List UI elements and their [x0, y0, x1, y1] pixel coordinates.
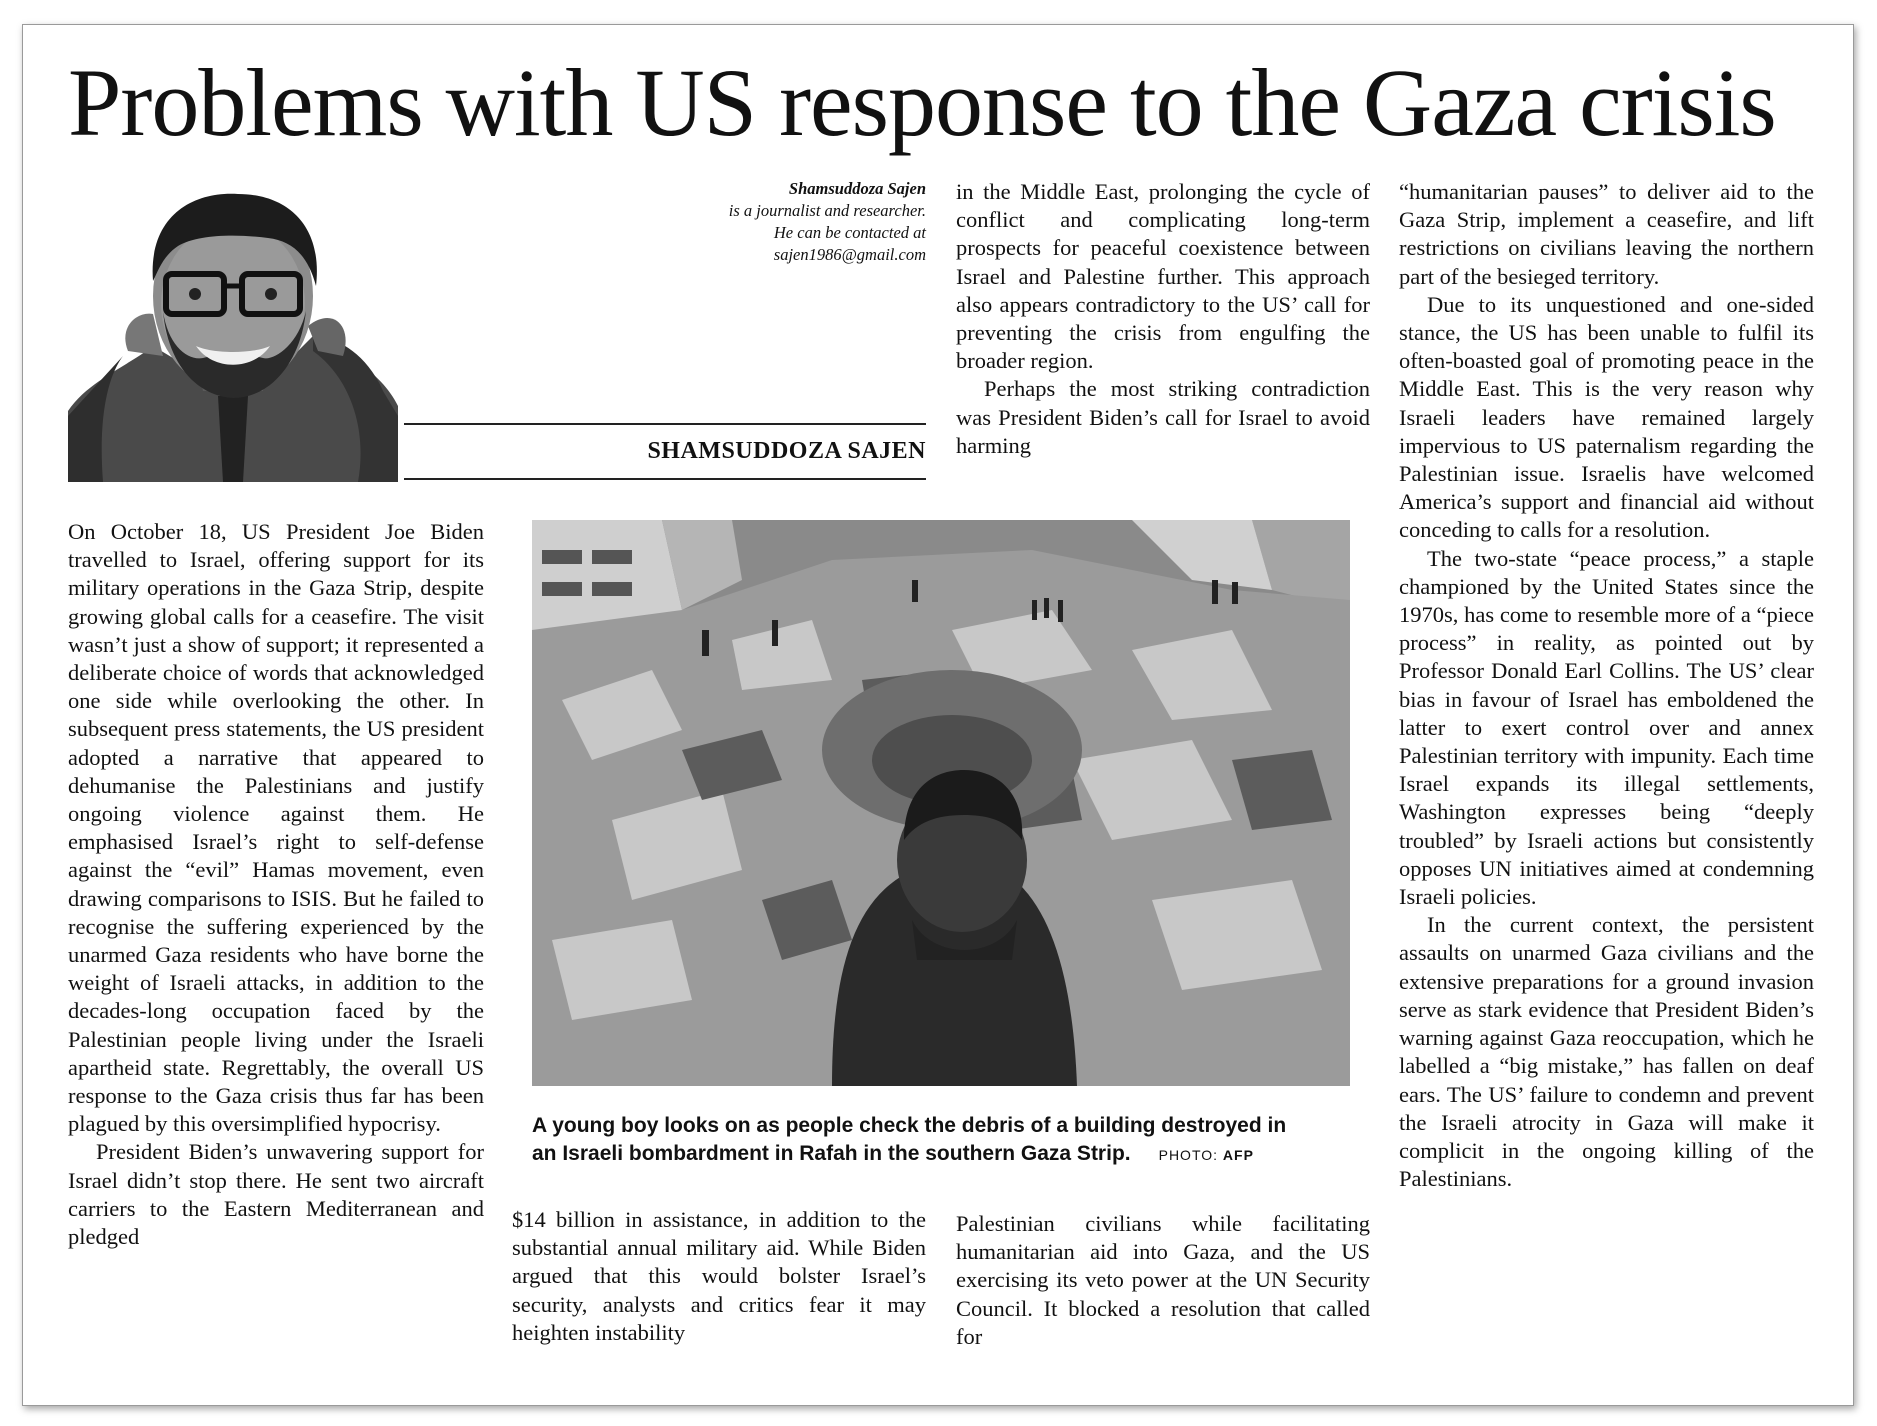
col3-paragraph-2: Perhaps the most striking contradiction was President Biden’s call for Israel to avoid harming	[956, 376, 1370, 458]
col4-paragraph-2: Due to its unquestioned and one-sided stance, the US has been unable to fulfil its often-boasted goal of promoting peace in the Middle East. This is the very reason why Israeli leaders have remained largely impervious to US paternalism regarding the Palestinian issue. Israelis have welcomed America’s support and financial aid without conceding to calls for a resolution.	[1399, 291, 1814, 543]
byline-rule-bottom	[404, 478, 926, 480]
author-bio-line2: He can be contacted at	[773, 223, 926, 242]
byline-rule-top	[404, 423, 926, 425]
column-1	[68, 518, 484, 1251]
photo-credit-prefix: PHOTO:	[1158, 1147, 1219, 1163]
photo-caption-line-1: A young boy looks on as people check the debris of a building destroyed in	[532, 1114, 1287, 1137]
col1-paragraph-1: On October 18, US President Joe Biden travelled to Israel, offering support for its military operations in the Gaza Strip, despite growing global calls for a ceasefire. The visit wasn’t just a show of support; it represented a deliberate choice of words that acknowledged one side while overlooking the other. In subsequent press statements, the US president adopted a narrative that appeared to dehumanise the Palestinians and justify ongoing violence against them. He emphasised Israel’s right to self-defense against the “evil” Hamas movement, even drawing comparisons to ISIS. But he failed to recognise the suffering experienced by the unarmed Gaza residents who have borne the weight of Israeli attacks, in addition to the decades-long occupation faced by the Palestinian people living under the Israeli apartheid state. Regrettably, the overall US response to the Gaza crisis thus far has been plagued by this oversimplified hypocrisy.	[68, 519, 484, 1137]
column-3-bottom	[956, 1210, 1370, 1351]
author-bio-email[interactable]: sajen1986@gmail.com	[773, 245, 926, 264]
photo-credit	[1159, 1147, 1254, 1163]
col2-bottom-paragraph: $14 billion in assistance, in addition to the substantial annual military aid. While Biden argued that this would bolster Israel’s security, analysts and critics fear it may heighten instability	[512, 1207, 926, 1345]
article-headline: Problems with US response to the Gaza crisis	[68, 49, 1776, 156]
col4-paragraph-3: The two-state “peace process,” a staple championed by the United States since the 1970s, has come to resemble more of a “piece process” in reality, as pointed out by Professor Donald Earl Collins. The US’ clear bias in favour of Israel has emboldened the latter to exert control over and annex Palestinian territory with impunity. Each time Israel expands its illegal settlements, Washington expresses being “deeply troubled” by Israeli actions but consistently opposes UN initiatives aimed at condemning Israeli policies.	[1399, 545, 1814, 910]
news-photo	[532, 520, 1350, 1086]
col4-paragraph-4: In the current context, the persistent assaults on unarmed Gaza civilians and the extensive preparations for a ground invasion serve as stark evidence that President Biden’s warning against Gaza reoccupation, which he labelled a “big mistake,” has fallen on deaf ears. The US’ failure to condemn and prevent the Israeli atrocity in Gaza will make it complicit in the ongoing killing of the Palestinians.	[1399, 912, 1814, 1192]
col4-paragraph-1: “humanitarian pauses” to deliver aid to the Gaza Strip, implement a ceasefire, and lift restrictions on civilians leaving the northern part of the besieged territory.	[1399, 179, 1814, 289]
photo-credit-source: AFP	[1222, 1147, 1254, 1163]
author-bio-line1: is a journalist and researcher.	[728, 201, 926, 220]
col3-paragraph-1: in the Middle East, prolonging the cycle of conflict and complicating long-term prospects for peaceful coexistence between Israel and Palestine further. This approach also appears contradictory to the US’ call for preventing the crisis from engulfing the broader region.	[956, 179, 1370, 374]
photo-caption	[532, 1112, 1352, 1169]
column-2-bottom	[512, 1206, 926, 1347]
author-bio	[600, 178, 926, 266]
column-3-top	[956, 178, 1370, 460]
col3-bottom-paragraph: Palestinian civilians while facilitating humanitarian aid into Gaza, and the US exercising its veto power at the UN Security Council. It blocked a resolution that called for	[956, 1211, 1370, 1349]
col1-paragraph-2: President Biden’s unwavering support for Israel didn’t stop there. He sent two aircraft carriers to the Eastern Mediterranean and pledged	[68, 1139, 484, 1250]
author-portrait	[68, 186, 398, 482]
byline: SHAMSUDDOZA SAJEN	[647, 438, 926, 464]
author-bio-name: Shamsuddoza Sajen	[788, 179, 926, 198]
column-4	[1399, 178, 1814, 1193]
photo-caption-line-2: an Israeli bombardment in Rafah in the southern Gaza Strip.	[532, 1142, 1131, 1165]
